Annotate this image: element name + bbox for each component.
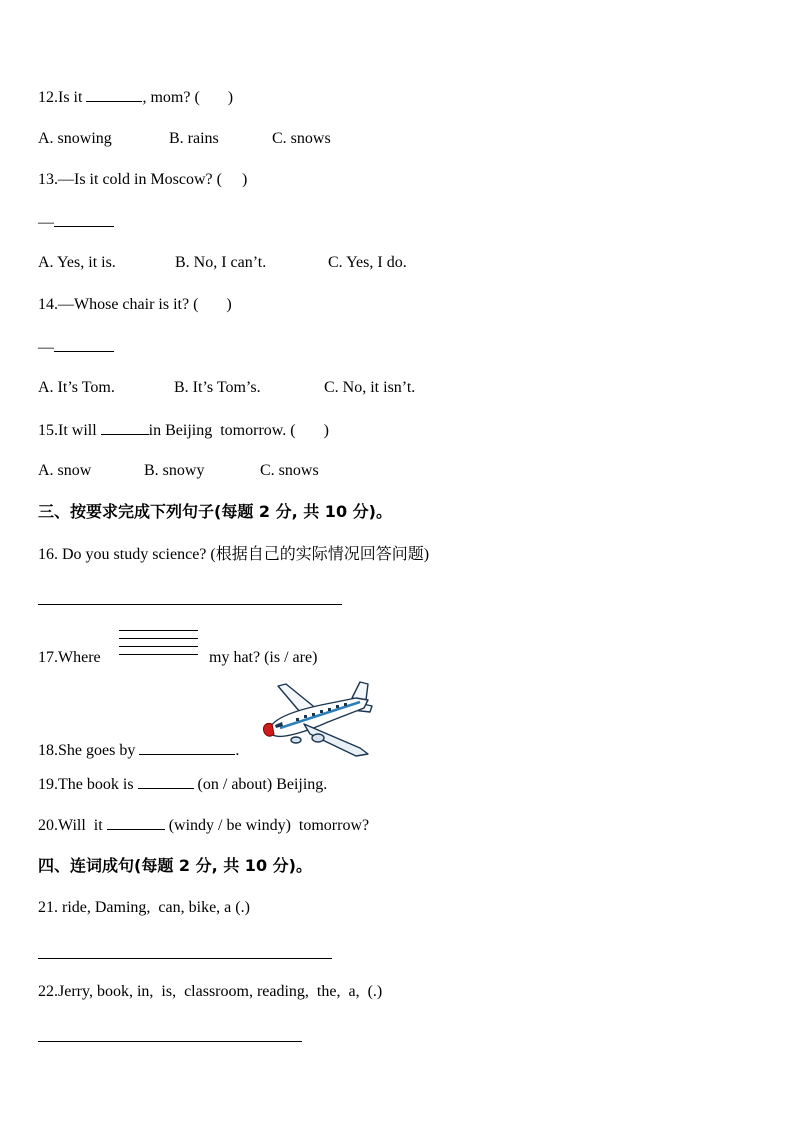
option-c[interactable]: C. Yes, I do. (328, 254, 407, 271)
option-b[interactable]: B. snowy (144, 462, 205, 479)
answer-line[interactable] (38, 604, 342, 605)
option-a[interactable]: A. snowing (38, 130, 112, 147)
question-19: 19.The book is (on / about) Beijing. (38, 776, 328, 793)
question-18: 18.She goes by . (38, 742, 240, 759)
option-c[interactable]: C. snows (272, 130, 331, 147)
question-20: 20.Will it (windy / be windy) tomorrow? (38, 817, 370, 834)
section-3-title: 三、按要求完成下列句子(每题 2 分, 共 10 分)。 (38, 502, 392, 521)
answer-line: — (38, 337, 114, 358)
option-b[interactable]: B. It’s Tom’s. (174, 379, 261, 396)
answer-blank[interactable] (138, 774, 194, 789)
question-17-suffix: my hat? (is / are) (209, 649, 318, 666)
answer-line: — (38, 212, 114, 233)
question-15: 15.It will in Beijing tomorrow. ( ) (38, 422, 329, 439)
answer-blank[interactable] (101, 420, 149, 435)
question-14: 14.—Whose chair is it? ( ) (38, 296, 232, 313)
answer-blank[interactable] (54, 212, 114, 227)
question-12: 12.Is it , mom? ( ) (38, 89, 234, 106)
answer-line[interactable] (38, 1041, 302, 1042)
option-c[interactable]: C. No, it isn’t. (324, 379, 416, 396)
option-b[interactable]: B. rains (169, 130, 219, 147)
question-21: 21. ride, Daming, can, bike, a (.) (38, 899, 250, 916)
airplane-icon (256, 678, 378, 758)
answer-blank[interactable] (54, 337, 114, 352)
answer-blank[interactable] (107, 815, 165, 830)
question-16: 16. Do you study science? (根据自己的实际情况回答问题) (38, 546, 430, 563)
answer-blank[interactable] (86, 87, 142, 102)
option-a[interactable]: A. Yes, it is. (38, 254, 116, 271)
section-4-title: 四、连词成句(每题 2 分, 共 10 分)。 (38, 856, 312, 875)
question-13: 13.—Is it cold in Moscow? ( ) (38, 171, 248, 188)
option-a[interactable]: A. It’s Tom. (38, 379, 115, 396)
question-22: 22.Jerry, book, in, is, classroom, reading, the, a, (.) (38, 983, 383, 1000)
answer-blank[interactable] (139, 740, 235, 755)
option-a[interactable]: A. snow (38, 462, 92, 479)
option-c[interactable]: C. snows (260, 462, 319, 479)
answer-line[interactable] (38, 958, 332, 959)
question-17: 17.Where (38, 649, 101, 666)
stacked-answer-lines[interactable] (119, 630, 198, 662)
option-b[interactable]: B. No, I can’t. (175, 254, 267, 271)
